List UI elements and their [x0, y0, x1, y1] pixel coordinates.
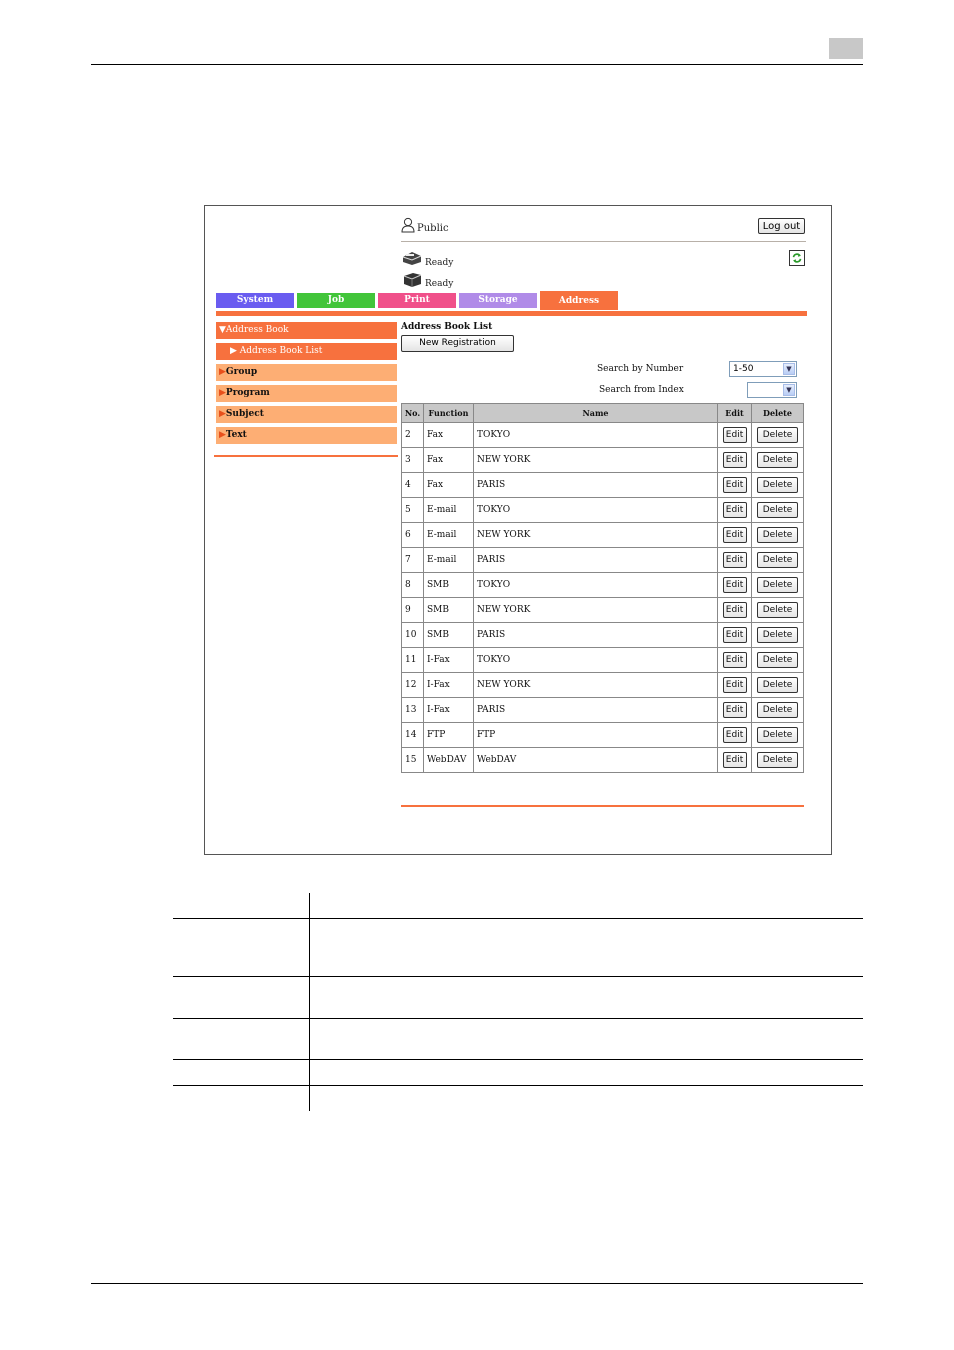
- cell-name: NEW YORK: [473, 673, 717, 698]
- cell-edit: [718, 673, 752, 698]
- triangle-right-icon: ▶: [230, 346, 237, 356]
- search-from-index-label: Search from Index: [599, 385, 684, 395]
- edit-button[interactable]: Edit: [723, 727, 747, 743]
- address-table: [401, 403, 804, 773]
- table-row: [402, 523, 804, 548]
- edit-button[interactable]: Edit: [723, 702, 747, 718]
- delete-button[interactable]: Delete: [757, 627, 798, 643]
- cell-delete: [752, 673, 804, 698]
- search-from-index-select[interactable]: [747, 382, 797, 398]
- cell-function: E-mail: [423, 523, 473, 548]
- edit-button[interactable]: Edit: [723, 577, 747, 593]
- cell-delete: [752, 423, 804, 448]
- cell-no: 10: [402, 623, 424, 648]
- menu-address-book-list[interactable]: [216, 343, 397, 360]
- tab-job[interactable]: Job: [297, 293, 375, 308]
- delete-button[interactable]: Delete: [757, 577, 798, 593]
- cell-no: 6: [402, 523, 424, 548]
- cell-edit: [718, 698, 752, 723]
- table-row: [402, 623, 804, 648]
- column-header-name: Name: [473, 404, 717, 423]
- description-table-divider: [309, 893, 310, 1111]
- delete-button[interactable]: Delete: [757, 527, 798, 543]
- table-row: [402, 723, 804, 748]
- description-table-rule: [173, 976, 863, 977]
- cell-name: PARIS: [473, 473, 717, 498]
- cell-edit: [718, 748, 752, 773]
- cell-function: FTP: [423, 723, 473, 748]
- printer-status: Ready: [425, 258, 454, 268]
- cell-delete: [752, 698, 804, 723]
- cell-name: TOKYO: [473, 648, 717, 673]
- triangle-down-icon: ▼: [219, 325, 226, 335]
- cell-edit: [718, 598, 752, 623]
- menu-group[interactable]: [216, 364, 397, 381]
- menu-address-book-label: Address Book: [225, 325, 289, 335]
- cell-name: PARIS: [473, 548, 717, 573]
- footer-rule: [91, 1283, 863, 1284]
- cell-no: 8: [402, 573, 424, 598]
- cell-name: PARIS: [473, 698, 717, 723]
- tab-print[interactable]: Print: [378, 293, 456, 308]
- cell-delete: [752, 598, 804, 623]
- cell-delete: [752, 548, 804, 573]
- menu-subject-label: Subject: [225, 409, 264, 419]
- cell-no: 14: [402, 723, 424, 748]
- cell-no: 4: [402, 473, 424, 498]
- printer-icon: [401, 250, 423, 266]
- column-header-edit: Edit: [718, 404, 752, 423]
- table-row: [402, 673, 804, 698]
- delete-button[interactable]: Delete: [757, 477, 798, 493]
- cell-function: I-Fax: [423, 673, 473, 698]
- tab-storage[interactable]: Storage: [459, 293, 537, 308]
- cell-edit: [718, 423, 752, 448]
- menu-group-label: Group: [225, 367, 258, 377]
- cell-delete: [752, 448, 804, 473]
- table-row: [402, 473, 804, 498]
- cell-no: 12: [402, 673, 424, 698]
- cell-name: FTP: [473, 723, 717, 748]
- edit-button[interactable]: Edit: [723, 427, 747, 443]
- cell-name: NEW YORK: [473, 448, 717, 473]
- description-table-rule: [173, 1018, 863, 1019]
- cell-edit: [718, 523, 752, 548]
- chevron-down-icon: ▼: [783, 363, 795, 375]
- edit-button[interactable]: Edit: [723, 677, 747, 693]
- delete-button[interactable]: Delete: [757, 702, 798, 718]
- delete-button[interactable]: Delete: [757, 552, 798, 568]
- triangle-right-icon: ▶: [219, 388, 226, 398]
- cell-no: 2: [402, 423, 424, 448]
- table-row: [402, 423, 804, 448]
- description-table-rule: [173, 1085, 863, 1086]
- delete-button[interactable]: Delete: [757, 602, 798, 618]
- menu-bottom-rule: [214, 455, 398, 457]
- cell-no: 15: [402, 748, 424, 773]
- delete-button[interactable]: Delete: [757, 427, 798, 443]
- header-divider: [401, 241, 806, 242]
- cell-edit: [718, 723, 752, 748]
- edit-button[interactable]: Edit: [723, 652, 747, 668]
- description-table-rule: [173, 918, 863, 919]
- cell-no: 3: [402, 448, 424, 473]
- edit-button[interactable]: Edit: [723, 627, 747, 643]
- edit-button[interactable]: Edit: [723, 502, 747, 518]
- cell-delete: [752, 648, 804, 673]
- search-by-number-label: Search by Number: [597, 364, 684, 374]
- cell-edit: [718, 548, 752, 573]
- edit-button[interactable]: Edit: [723, 752, 747, 768]
- cell-edit: [718, 623, 752, 648]
- table-row: [402, 598, 804, 623]
- menu-text-label: Text: [225, 430, 247, 440]
- menu-program[interactable]: [216, 385, 397, 402]
- cell-delete: [752, 723, 804, 748]
- cell-no: 5: [402, 498, 424, 523]
- edit-button[interactable]: Edit: [723, 602, 747, 618]
- table-row: [402, 748, 804, 773]
- tab-address[interactable]: Address: [540, 291, 618, 310]
- table-row: [402, 498, 804, 523]
- scanner-icon: [401, 271, 423, 287]
- cell-function: SMB: [423, 623, 473, 648]
- edit-button[interactable]: Edit: [723, 477, 747, 493]
- cell-delete: [752, 623, 804, 648]
- search-by-number-select[interactable]: [729, 361, 797, 377]
- cell-name: PARIS: [473, 623, 717, 648]
- logout-button[interactable]: Log out: [758, 218, 805, 234]
- delete-button[interactable]: Delete: [757, 727, 798, 743]
- cell-edit: [718, 448, 752, 473]
- delete-button[interactable]: Delete: [757, 752, 798, 768]
- menu-address-book[interactable]: [216, 322, 397, 339]
- cell-no: 11: [402, 648, 424, 673]
- cell-edit: [718, 498, 752, 523]
- page-number-tab: [829, 38, 863, 59]
- edit-button[interactable]: Edit: [723, 552, 747, 568]
- cell-delete: [752, 748, 804, 773]
- cell-function: Fax: [423, 473, 473, 498]
- menu-program-label: Program: [225, 388, 270, 398]
- menu-address-book-list-label: Address Book List: [239, 346, 323, 356]
- column-header-function: Function: [423, 404, 473, 423]
- search-by-number-value: 1-50: [733, 364, 754, 374]
- menu-subject[interactable]: [216, 406, 397, 423]
- page-title: Address Book List: [401, 322, 493, 332]
- table-header-row: [402, 404, 804, 423]
- chevron-down-icon: ▼: [783, 384, 795, 396]
- cell-no: 9: [402, 598, 424, 623]
- cell-delete: [752, 473, 804, 498]
- cell-function: I-Fax: [423, 698, 473, 723]
- delete-button[interactable]: Delete: [757, 502, 798, 518]
- cell-edit: [718, 648, 752, 673]
- cell-name: WebDAV: [473, 748, 717, 773]
- user-icon: [401, 217, 415, 233]
- cell-name: TOKYO: [473, 573, 717, 598]
- menu-text[interactable]: [216, 427, 397, 444]
- triangle-right-icon: ▶: [219, 409, 226, 419]
- triangle-right-icon: ▶: [219, 367, 226, 377]
- cell-name: TOKYO: [473, 423, 717, 448]
- tab-underline-bar: [216, 311, 807, 316]
- cell-edit: [718, 573, 752, 598]
- cell-function: E-mail: [423, 498, 473, 523]
- cell-name: NEW YORK: [473, 523, 717, 548]
- cell-function: SMB: [423, 573, 473, 598]
- table-row: [402, 698, 804, 723]
- edit-button[interactable]: Edit: [723, 452, 747, 468]
- description-table-rule: [173, 1059, 863, 1060]
- user-name: Public: [417, 223, 449, 234]
- cell-delete: [752, 573, 804, 598]
- table-row: [402, 548, 804, 573]
- refresh-icon[interactable]: [789, 250, 805, 266]
- cell-no: 7: [402, 548, 424, 573]
- delete-button[interactable]: Delete: [757, 452, 798, 468]
- cell-function: SMB: [423, 598, 473, 623]
- cell-function: Fax: [423, 423, 473, 448]
- column-header-no: No.: [402, 404, 424, 423]
- cell-function: I-Fax: [423, 648, 473, 673]
- cell-function: E-mail: [423, 548, 473, 573]
- new-registration-button[interactable]: New Registration: [401, 335, 514, 352]
- cell-function: WebDAV: [423, 748, 473, 773]
- edit-button[interactable]: Edit: [723, 527, 747, 543]
- cell-no: 13: [402, 698, 424, 723]
- cell-name: NEW YORK: [473, 598, 717, 623]
- scanner-status: Ready: [425, 279, 454, 289]
- table-row: [402, 648, 804, 673]
- delete-button[interactable]: Delete: [757, 677, 798, 693]
- table-bottom-rule: [401, 805, 804, 807]
- table-row: [402, 573, 804, 598]
- triangle-right-icon: ▶: [219, 430, 226, 440]
- header-rule: [91, 64, 863, 65]
- delete-button[interactable]: Delete: [757, 652, 798, 668]
- cell-delete: [752, 523, 804, 548]
- cell-edit: [718, 473, 752, 498]
- table-row: [402, 448, 804, 473]
- cell-name: TOKYO: [473, 498, 717, 523]
- cell-function: Fax: [423, 448, 473, 473]
- column-header-delete: Delete: [752, 404, 804, 423]
- tab-system[interactable]: System: [216, 293, 294, 308]
- cell-delete: [752, 498, 804, 523]
